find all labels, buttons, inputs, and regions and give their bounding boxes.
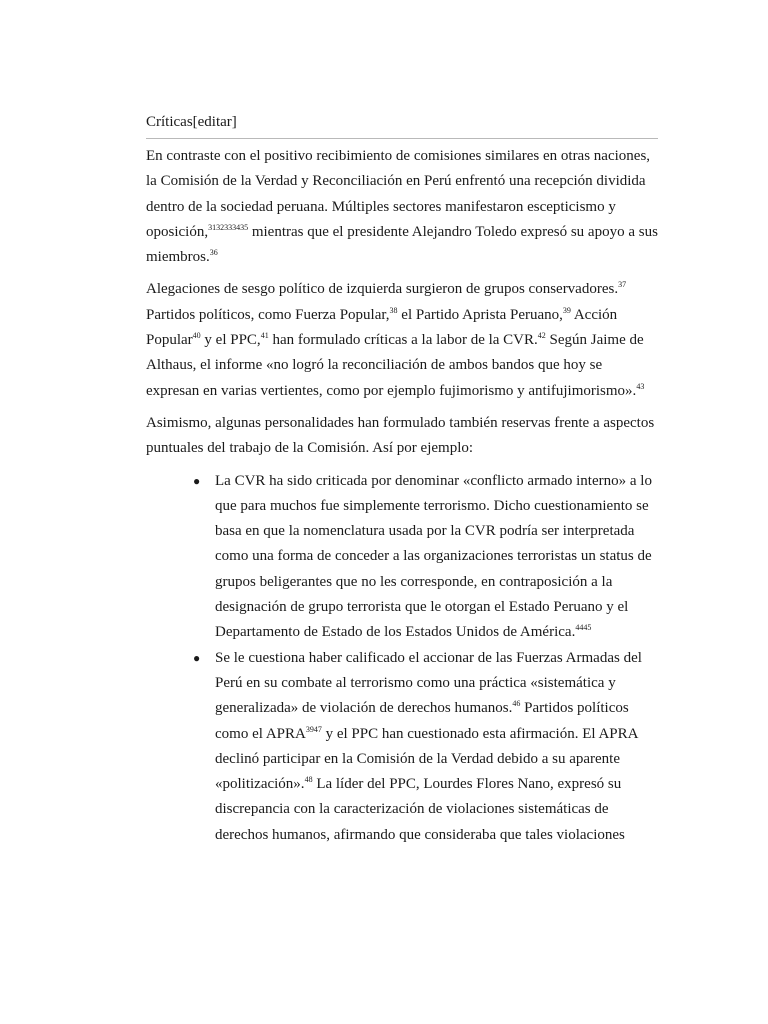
reference-link[interactable]: 3947 <box>305 724 322 734</box>
bullet-icon: ● <box>193 473 201 488</box>
article-section <box>146 112 658 848</box>
reference-link[interactable]: 41 <box>260 331 269 341</box>
list-item-text: y el PPC han cuestionado esta afirmación. El APRA declinó participar en la Comisión de la Verdad debido a su aparente «politización». <box>215 725 638 793</box>
section-title: Críticas <box>146 114 193 130</box>
paragraph-text: Asimismo, algunas personalidades han formulado también reservas frente a aspectos puntuales del trabajo de la Comisión. Así por ejemplo: <box>146 414 655 457</box>
reference-link[interactable]: 38 <box>389 305 398 315</box>
paragraph-text: han formulado críticas a la labor de la CVR. <box>268 332 538 349</box>
paragraph-text: Acción Popular <box>146 306 618 349</box>
list-item <box>193 469 658 646</box>
paragraph-text: y el PPC, <box>200 332 261 349</box>
reference-link[interactable]: 3132333435 <box>208 222 249 232</box>
paragraph-text: mientras que el presidente Alejandro Toledo expresó su apoyo a sus miembros. <box>146 223 658 266</box>
criticism-list <box>146 469 658 848</box>
list-item-text: Partidos políticos como el APRA <box>215 700 629 742</box>
section-heading <box>146 112 658 139</box>
bullet-icon: ● <box>193 650 201 665</box>
paragraph-text: el Partido Aprista Peruano, <box>397 306 563 323</box>
paragraph-text: Partidos políticos, como Fuerza Popular, <box>146 306 390 323</box>
list-item <box>193 646 658 848</box>
paragraph-reception <box>146 144 658 270</box>
paragraph-text: Según Jaime de Althaus, el informe «no logró la reconciliación de ambos bandos que hoy se expresan en varias vertientes, como por ejemplo fujimorismo y antifujimorismo». <box>146 332 644 399</box>
paragraph-text: Alegaciones de sesgo político de izquierda surgieron de grupos conservadores. <box>146 281 619 298</box>
edit-section-link[interactable]: [editar] <box>192 114 237 130</box>
paragraph-political-bias <box>146 277 658 403</box>
list-item-text: La CVR ha sido criticada por denominar «conflicto armado interno» a lo que para muchos fue simplemente terrorismo. Dicho cuestionamiento se basa en que la nomenclatura usada por la CVR podría ser interpretada como una forma de conceder a las organizaciones terroristas un status de grupos beligerantes que no les corresponde, en contraposición a la designación de grupo terrorista que le otorgan el Estado Peruano y el Departamento de Estado de los Estados Unidos de América. <box>215 472 652 641</box>
reference-link[interactable]: 40 <box>192 331 201 341</box>
reference-link[interactable]: 48 <box>304 775 313 785</box>
reference-link[interactable]: 46 <box>512 699 521 709</box>
list-item-text: La líder del PPC, Lourdes Flores Nano, expresó su discrepancia con la caracterización de violaciones sistemáticas de derechos humanos, afirmando que consideraba que tales violaciones <box>215 776 625 843</box>
list-item-text: Se le cuestiona haber calificado el accionar de las Fuerzas Armadas del Perú en su combate al terrorismo como una práctica «sistemática y generalizada» de violación de derechos humanos. <box>215 649 642 717</box>
reference-link[interactable]: 42 <box>537 331 546 341</box>
reference-link[interactable]: 4445 <box>575 623 592 633</box>
paragraph-text: En contraste con el positivo recibimiento de comisiones similares en otras naciones, la Comisión de la Verdad y Reconciliación en Perú enfrentó una recepción dividida dentro de la sociedad peruana. Múltiples sectores manifestaron escepticismo y oposición, <box>146 148 651 240</box>
reference-link[interactable]: 37 <box>618 280 627 290</box>
reference-link[interactable]: 36 <box>209 248 218 258</box>
reference-link[interactable]: 43 <box>636 381 645 391</box>
paragraph-reservations <box>146 411 658 462</box>
reference-link[interactable]: 39 <box>562 305 571 315</box>
